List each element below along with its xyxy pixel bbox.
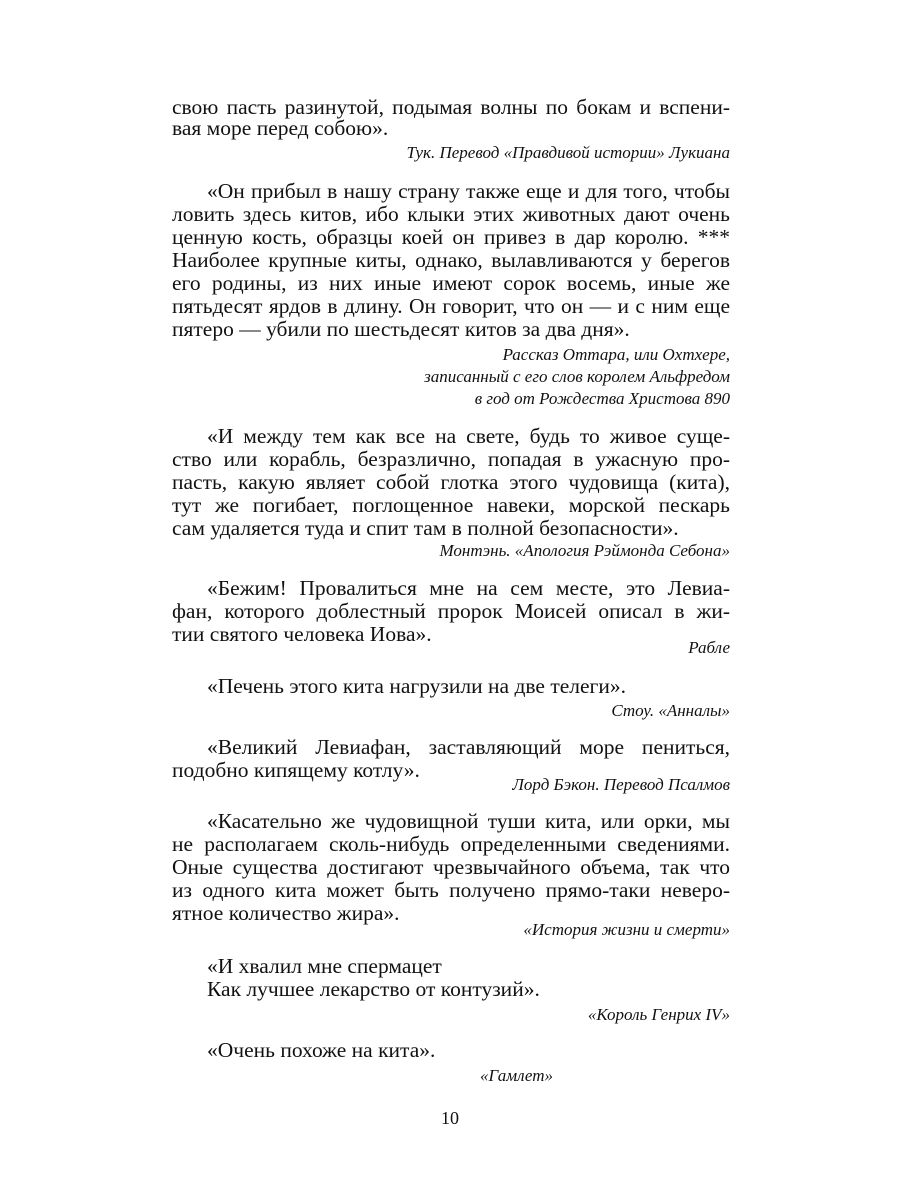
quote-line: тут же погибает, поглощенное навеки, морской пескарь bbox=[172, 493, 730, 517]
quote-line: не располагаем сколь-нибудь определенными сведениями. bbox=[172, 832, 730, 856]
quote-attribution: «История жизни и смерти» bbox=[523, 920, 730, 939]
quote-line: пятеро — убили по шестьдесят китов за два дня». bbox=[172, 317, 630, 341]
quote-line: Наиболее крупные киты, однако, вылавливаются у берегов bbox=[172, 248, 730, 272]
quote-attribution: Тук. Перевод «Правдивой истории» Лукиана bbox=[406, 143, 730, 162]
quote-attribution: «Король Генрих IV» bbox=[587, 1005, 730, 1024]
quote-line: тии святого человека Иова». bbox=[172, 622, 432, 646]
quote-attribution: Стоу. «Анналы» bbox=[611, 701, 730, 720]
quote-line: вая море перед собою». bbox=[172, 116, 389, 140]
quote-line: «Он прибыл в нашу страну также еще и для того, чтобы bbox=[207, 179, 730, 203]
quote-line: «И между тем как все на свете, будь то живое суще- bbox=[207, 424, 730, 448]
quote-line: «Бежим! Провалиться мне на сем месте, это Левиа- bbox=[207, 576, 730, 600]
quote-line: пятьдесят ярдов в длину. Он говорит, что он — и с ним еще bbox=[172, 294, 730, 318]
quote-line: пасть, какую являет собой глотка этого чудовища (кита), bbox=[172, 470, 730, 494]
quote-line: «И хвалил мне спермацет bbox=[207, 954, 442, 978]
page-number: 10 bbox=[441, 1108, 459, 1128]
quote-attribution: Монтэнь. «Апология Рэймонда Себона» bbox=[439, 541, 730, 560]
quote-line: Как лучшее лекарство от контузий». bbox=[207, 977, 540, 1001]
quote-attribution: Лорд Бэкон. Перевод Псалмов bbox=[512, 775, 730, 794]
quote-attribution: Рабле bbox=[688, 638, 730, 657]
quote-attribution: записанный с его слов королем Альфредом bbox=[424, 367, 730, 386]
quote-line: фан, которого доблестный пророк Моисей описал в жи- bbox=[172, 599, 730, 623]
quote-line: ловить здесь китов, ибо клыки этих животных дают очень bbox=[172, 202, 730, 226]
quote-line: ценную кость, образцы коей он привез в дар королю. *** bbox=[172, 225, 730, 249]
quote-line: ятное количество жира». bbox=[172, 901, 400, 925]
quote-line: «Великий Левиафан, заставляющий море пениться, bbox=[207, 735, 730, 759]
quote-attribution: Рассказ Оттара, или Охтхере, bbox=[502, 345, 730, 364]
quote-line: ство или корабль, безразлично, попадая в ужасную про- bbox=[172, 447, 730, 471]
quote-line: Оные существа достигают чрезвычайного объема, так что bbox=[172, 855, 730, 879]
quote-line: из одного кита может быть получено прямо-таки неверо- bbox=[172, 878, 730, 902]
quote-line: «Касательно же чудовищной туши кита, или орки, мы bbox=[207, 809, 730, 833]
quote-line: его родины, из них иные имеют сорок восемь, иные же bbox=[172, 271, 730, 295]
quote-attribution: в год от Рождества Христова 890 bbox=[474, 389, 730, 408]
quote-line: «Очень похоже на кита». bbox=[207, 1038, 436, 1062]
quote-line: сам удаляется туда и спит там в полной безопасности». bbox=[172, 516, 679, 540]
quote-line: «Печень этого кита нагрузили на две телеги». bbox=[207, 674, 627, 698]
quote-line: подобно кипящему котлу». bbox=[172, 758, 420, 782]
quote-attribution: «Гамлет» bbox=[479, 1066, 553, 1085]
quote-line: свою пасть разинутой, подымая волны по бокам и вспени- bbox=[172, 95, 730, 119]
